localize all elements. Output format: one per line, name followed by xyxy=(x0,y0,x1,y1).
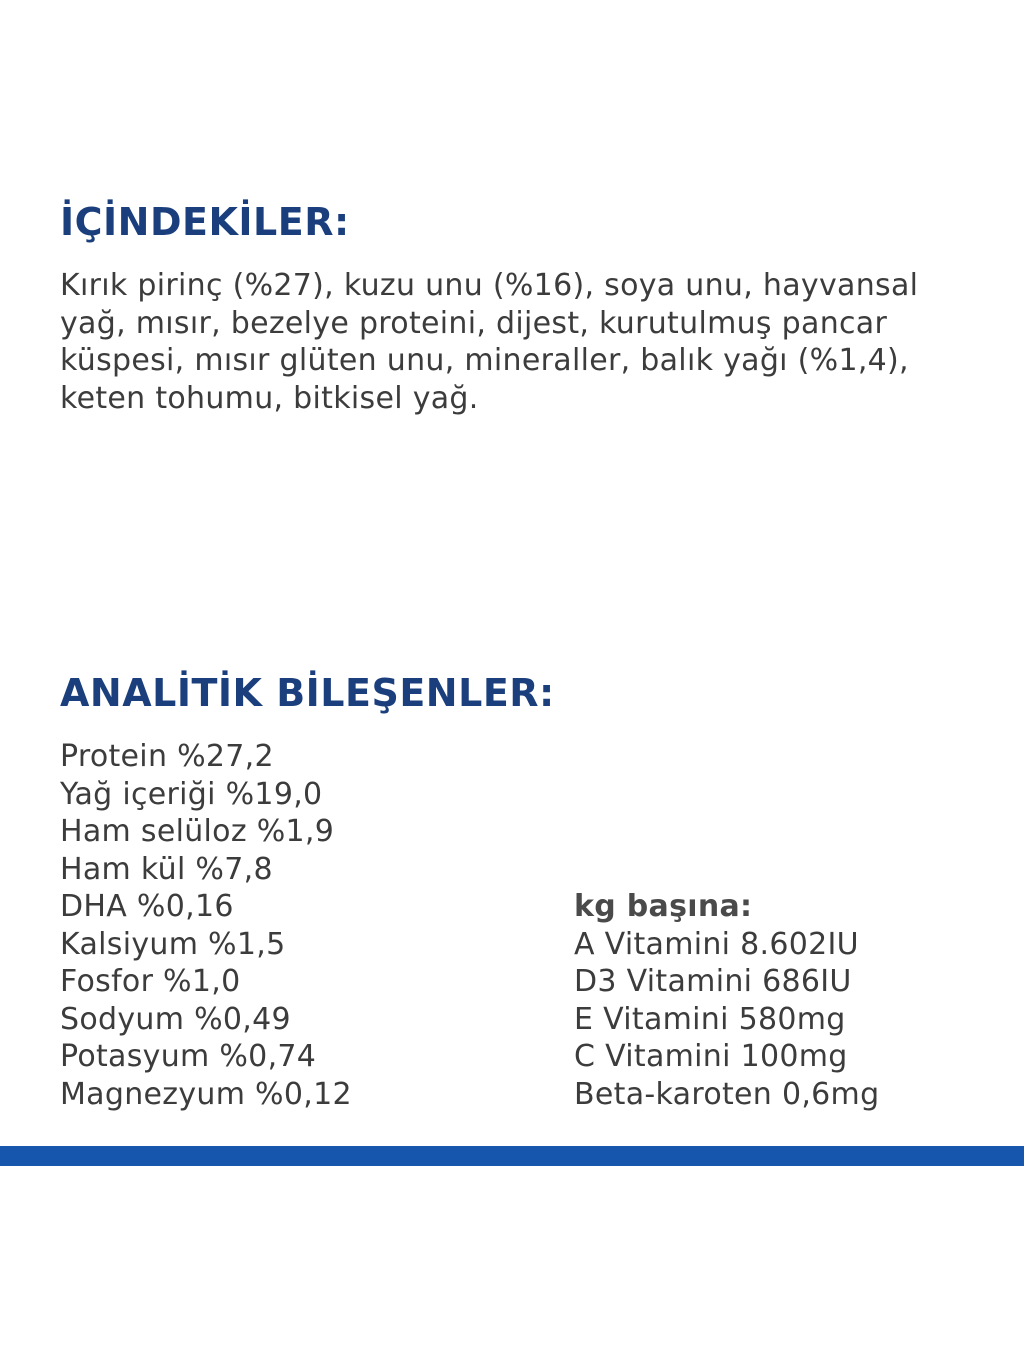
analytic-item: Potasyum %0,74 xyxy=(60,1039,317,1074)
bottom-divider-bar xyxy=(0,1146,1024,1166)
analytic-item: Protein %27,2 xyxy=(60,739,274,774)
analytic-item: Ham kül %7,8 xyxy=(60,851,273,887)
analytic-heading: ANALİTİK BİLEŞENLER: xyxy=(60,671,555,715)
analytic-item: Sodyum %0,49 xyxy=(60,1001,291,1037)
vitamin-item: D3 Vitamini 686IU xyxy=(574,964,852,999)
vitamin-item: C Vitamini 100mg xyxy=(574,1039,848,1074)
analytic-item: Magnezyum %0,12 xyxy=(60,1076,352,1112)
analytic-item: Fosfor %1,0 xyxy=(60,964,241,999)
ingredients-heading: İÇİNDEKİLER: xyxy=(60,200,350,244)
vitamin-item: Beta-karoten 0,6mg xyxy=(574,1076,880,1112)
ingredients-text: Kırık pirinç (%27), kuzu unu (%16), soya unu, hayvansal yağ, mısır, bezelye proteini, dijest, kurutulmuş pancar küspesi, mısır glüten unu, mineraller, balık yağı (%1,4), keten tohumu, bitkisel yağ. xyxy=(60,268,919,416)
vitamin-item: E Vitamini 580mg xyxy=(574,1001,846,1037)
analytic-item: Kalsiyum %1,5 xyxy=(60,926,286,962)
analytic-item: Yağ içeriği %19,0 xyxy=(60,776,323,812)
analytic-list xyxy=(60,738,352,1113)
vitamin-title: kg başına: xyxy=(574,889,753,924)
vitamin-item: A Vitamini 8.602IU xyxy=(574,926,859,962)
vitamin-list xyxy=(574,888,879,1113)
analytic-item: DHA %0,16 xyxy=(60,889,234,924)
analytic-item: Ham selüloz %1,9 xyxy=(60,814,335,849)
